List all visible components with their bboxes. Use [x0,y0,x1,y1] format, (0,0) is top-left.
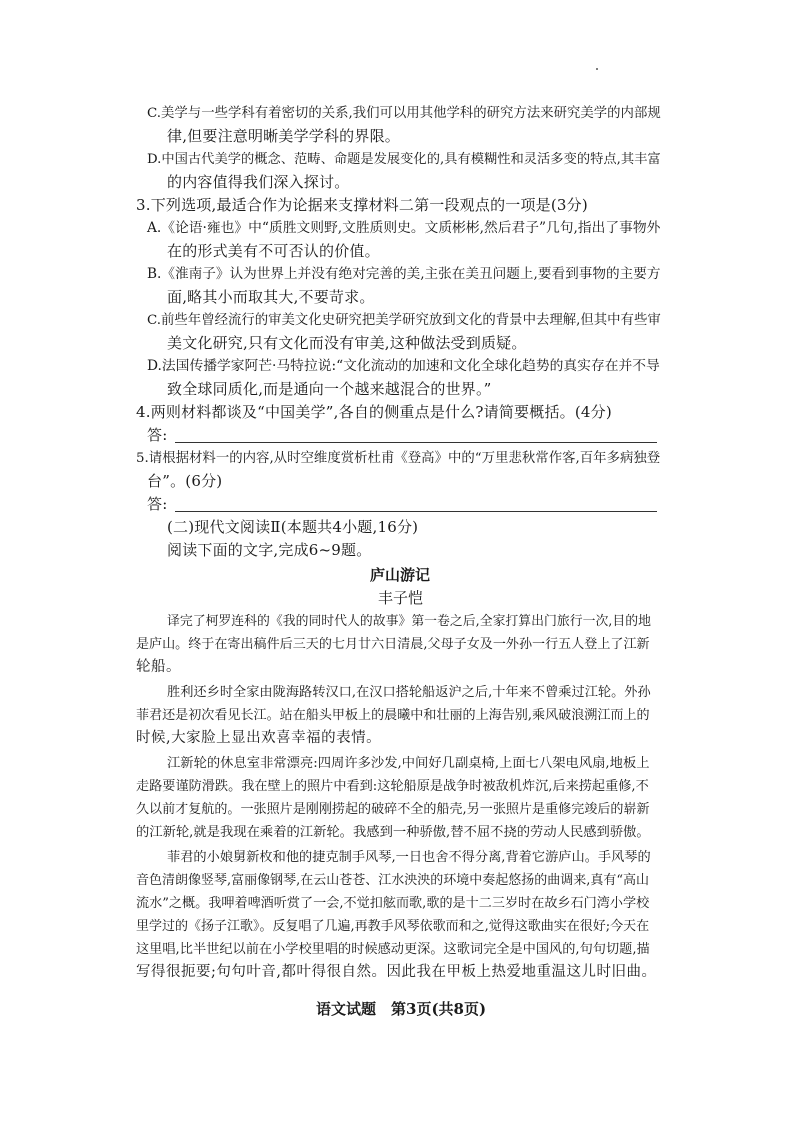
page-footer: 语文试题 第3页(共8页) [316,1000,487,1018]
q3-option-d-line1: D.法国传播学家阿芒·马特拉说:“文化流动的加速和文化全球化趋势的真实存在并不导 [147,358,660,374]
q3-option-c-line1: C.前些年曾经流行的审美文化史研究把美学研究放到文化的背景中去理解,但其中有些审 [147,313,661,328]
q3-stem: 3.下列选项,最适合作为论据来支撑材料二第一段观点的一项是(3分) [136,196,588,214]
q4-stem: 4.两则材料都谈及“中国美学”,各自的侧重点是什么?请简要概括。(4分) [136,403,612,421]
q2-option-d-line2: 的内容值得我们深入探讨。 [167,173,350,191]
article-p3-line2: 走路要谨防滑跌。我在壁上的照片中看到:这轮船原是战争时被敌机炸沉,后来捞起重修,不 [136,779,649,794]
article-p4-line4: 里学过的《扬子江歌》。反复唱了几遍,再教手风琴依歌而和之,觉得这歌曲实在很好;今天在 [136,919,650,934]
q3-option-a-line2: 在的形式美有不可否认的价值。 [167,242,380,260]
article-author: 丰子恺 [378,589,424,607]
q5-answer-line[interactable] [175,511,657,512]
q3-option-b-line2: 面,略其小而取其大,不要苛求。 [167,288,375,306]
article-title: 庐山游记 [370,566,431,584]
article-p4-line3: 流水”之概。我呷着啤酒听赏了一会,不觉扣舷而歌,歌的是十二三岁时在故乡石门湾小学校 [136,896,650,911]
article-p2-line2: 菲君还是初次看见长江。站在船头甲板上的晨曦中和壮丽的上海告别,乘风破浪溯江而上的 [136,708,650,723]
article-p1-line2: 是庐山。终于在寄出稿件后三天的七月廿六日清晨,父母子女及一外孙一行五人登上了江新 [136,637,650,652]
q2-option-c-line1: C.美学与一些学科有着密切的关系,我们可以用其他学科的研究方法来研究美学的内部规 [147,106,661,121]
q3-option-a-line1: A.《论语·雍也》中“质胜文则野,文胜质则史。文质彬彬,然后君子”几句,指出了事物外 [147,220,661,236]
article-p4-line2: 音色清朗像竖琴,富丽像钢琴,在云山苍苍、江水泱泱的环境中奏起悠扬的曲调来,真有“高山 [136,873,650,888]
scan-speck [596,68,598,70]
article-p2-line1: 胜利还乡时全家由陇海路转汉口,在汉口搭轮船返沪之后,十年来不曾乘过江轮。外孙 [167,685,651,700]
article-p4-line6: 写得很扼要;句句叶音,都叶得很自然。因此我在甲板上热爱地重温这儿时旧曲。 [136,964,657,980]
article-p1-line3: 轮船。 [136,659,181,675]
article-p4-line1: 菲君的小娘舅新枚和他的捷克制手风琴,一日也舍不得分离,背着它游庐山。手风琴的 [167,850,651,865]
q4-answer-line[interactable] [175,442,657,443]
article-p4-line5: 这里唱,比半世纪以前在小学校里唱的时候感动更深。这歌词完全是中国风的,句句切题,描 [136,942,650,957]
q2-option-d-line1: D.中国古代美学的概念、范畴、命题是发展变化的,具有模糊性和灵活多变的特点,其丰富 [147,152,661,167]
article-p3-line4: 的江新轮,就是我现在乘着的江新轮。我感到一种骄傲,替不屈不挠的劳动人民感到骄傲。 [136,825,650,840]
article-p1-line1: 译完了柯罗连科的《我的同时代人的故事》第一卷之后,全家打算出门旅行一次,目的地 [167,614,651,629]
q4-answer-label: 答: [147,426,168,444]
q3-option-c-line2: 美文化研究,只有文化而没有审美,这种做法受到质疑。 [167,334,527,352]
q2-option-c-line2: 律,但要注意明晰美学学科的界限。 [167,127,400,145]
article-p2-line3: 时候,大家脸上显出欢喜幸福的表情。 [136,730,382,746]
article-p3-line3: 久以前才复航的。一张照片是刚刚捞起的破碎不全的船壳,另一张照片是重修完竣后的崭新 [136,802,650,817]
q5-answer-label: 答: [147,495,168,513]
article-p3-line1: 江新轮的休息室非常漂亮:四周许多沙发,中间好几副桌椅,上面七八架电风扇,地板上 [167,756,650,771]
q3-option-b-line1: B.《淮南子》认为世界上并没有绝对完善的美,主张在美丑问题上,要看到事物的主要方 [147,266,661,282]
section-instruction: 阅读下面的文字,完成6~9题。 [167,541,372,559]
section-heading: (二)现代文阅读Ⅱ(本题共4小题,16分) [167,518,419,536]
q5-stem-line1: 5.请根据材料一的内容,从时空维度赏析杜甫《登高》中的“万里悲秋常作客,百年多病独登 [136,451,661,466]
q5-stem-line2: 台”。(6分) [147,472,223,490]
q3-option-d-line2: 致全球同质化,而是通向一个越来越混合的世界。” [167,380,492,398]
